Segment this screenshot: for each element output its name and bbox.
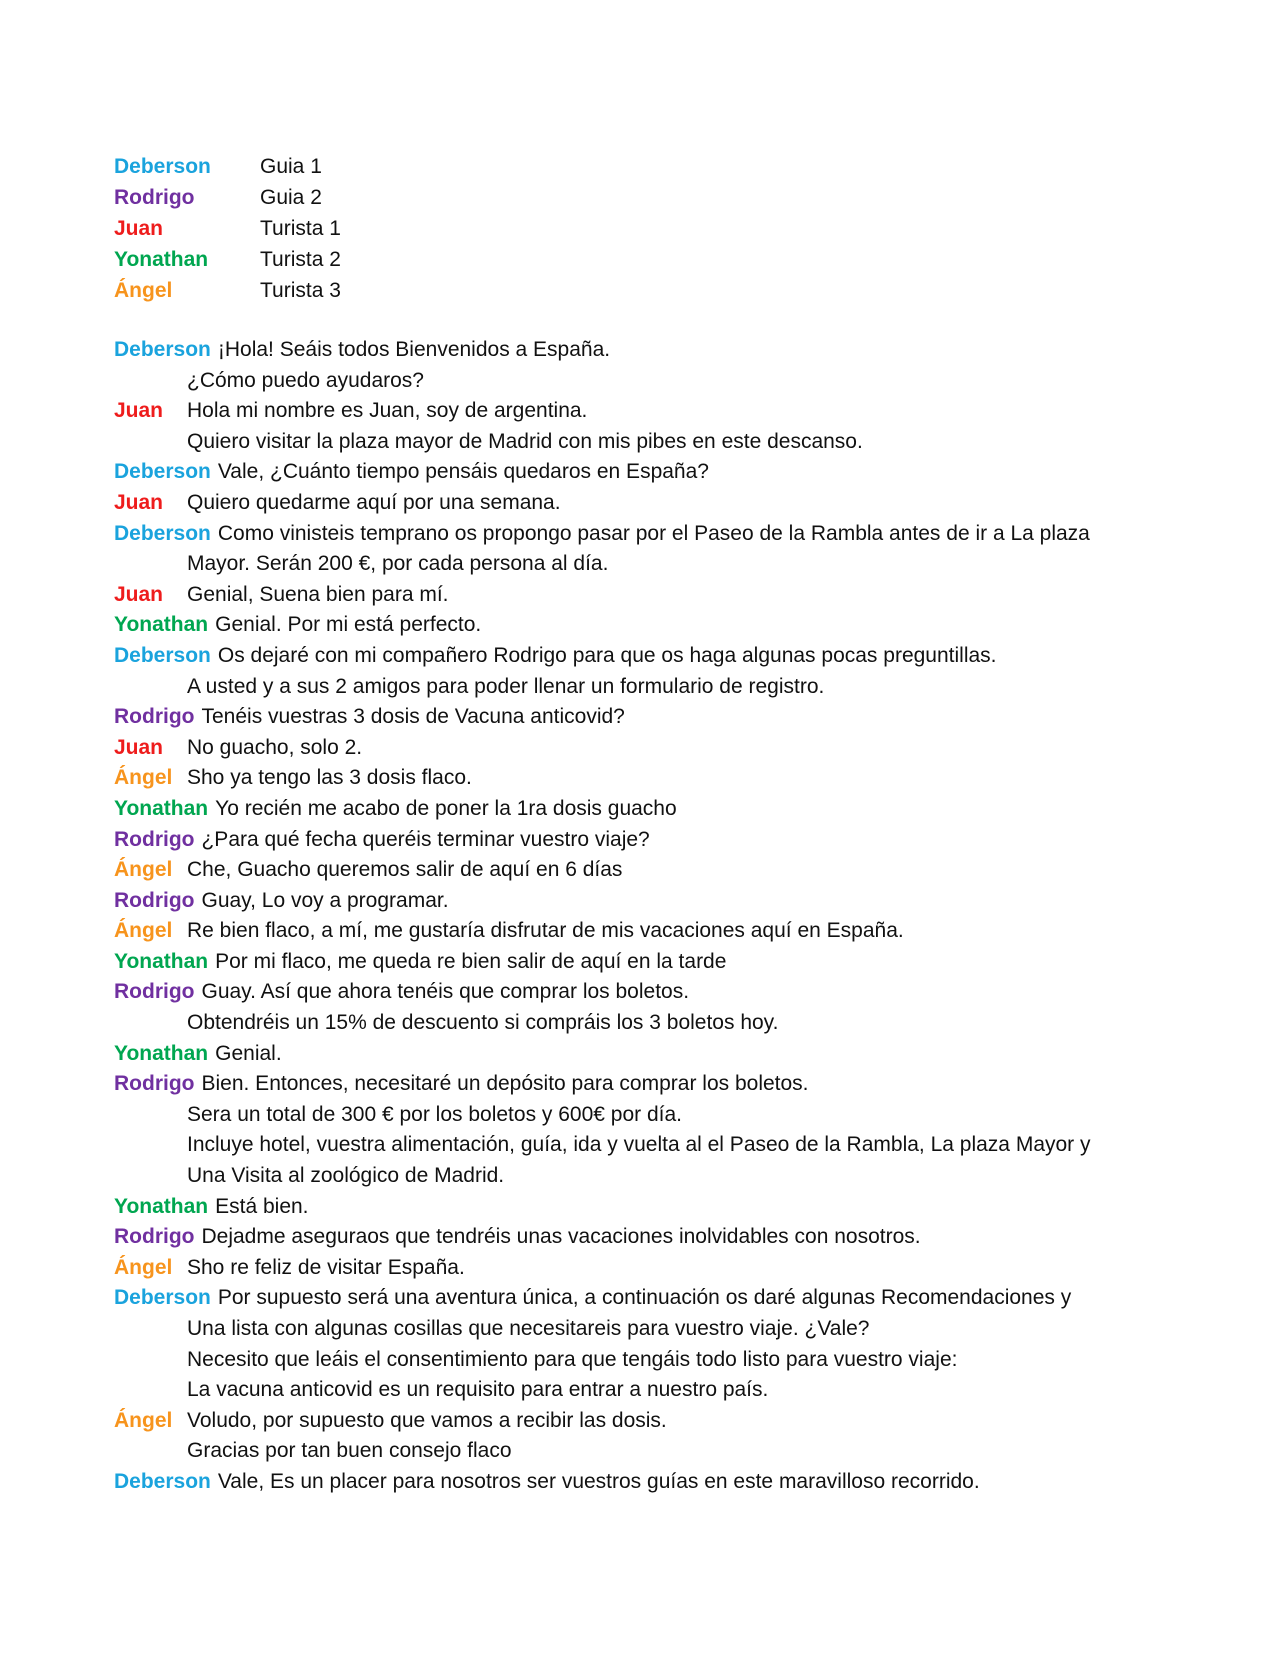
dialogue-line (114, 1283, 1174, 1314)
dialogue-line (114, 855, 1174, 886)
speaker-name: Yonathan (114, 796, 209, 820)
speaker-name: Deberson (114, 521, 211, 545)
dialogue-line (114, 488, 1174, 519)
utterance-text: La vacuna anticovid es un requisito para entrar a nuestro país. (187, 1378, 769, 1402)
utterance-text: Incluye hotel, vuestra alimentación, guía, ida y vuelta al el Paseo de la Rambla, La plaza Mayor y (187, 1133, 1091, 1157)
speaker-name: Yonathan (114, 613, 209, 637)
dialogue-line (114, 335, 1174, 366)
utterance-text: Gracias por tan buen consejo flaco (187, 1439, 512, 1463)
speaker-name: Deberson (114, 643, 211, 667)
dialogue-line (114, 1161, 1174, 1192)
speaker-name: Rodrigo (114, 705, 195, 729)
utterance-text: Sho ya tengo las 3 dosis flaco. (187, 766, 472, 790)
dialogue-line (114, 1008, 1174, 1039)
utterance-text: ¿Cómo puedo ayudaros? (187, 368, 424, 392)
dialogue (114, 335, 1174, 1498)
cast-row (114, 275, 341, 306)
cast-name: Deberson (114, 155, 211, 178)
dialogue-line (114, 1192, 1174, 1223)
speaker-name: Ángel (114, 766, 173, 790)
dialogue-line (114, 916, 1174, 947)
speaker-name: Juan (114, 490, 164, 514)
utterance-text: Dejadme aseguraos que tendréis unas vacaciones inolvidables con nosotros. (201, 1225, 921, 1249)
utterance-text: Por mi flaco, me queda re bien salir de aquí en la tarde (215, 949, 727, 973)
dialogue-line (114, 519, 1174, 550)
dialogue-line (114, 1314, 1174, 1345)
utterance-text: Che, Guacho queremos salir de aquí en 6 días (187, 858, 623, 882)
utterance-text: Hola mi nombre es Juan, soy de argentina. (187, 399, 588, 423)
utterance-text: Re bien flaco, a mí, me gustaría disfrutar de mis vacaciones aquí en España. (187, 919, 904, 943)
speaker-name: Deberson (114, 1286, 211, 1310)
cast-role: Turista 1 (260, 217, 341, 240)
dialogue-line (114, 580, 1174, 611)
utterance-text: Quiero visitar la plaza mayor de Madrid con mis pibes en este descanso. (187, 429, 863, 453)
speaker-name: Juan (114, 399, 164, 423)
dialogue-line (114, 763, 1174, 794)
cast-role: Turista 2 (260, 248, 341, 271)
utterance-text: Genial. (215, 1041, 282, 1065)
utterance-text: Genial, Suena bien para mí. (187, 582, 449, 606)
cast-role: Guia 2 (260, 186, 322, 209)
dialogue-line (114, 549, 1174, 580)
dialogue-line (114, 825, 1174, 856)
utterance-text: Quiero quedarme aquí por una semana. (187, 490, 561, 514)
cast-name: Yonathan (114, 248, 209, 271)
utterance-text: Una lista con algunas cosillas que necesitareis para vuestro viaje. ¿Vale? (187, 1317, 870, 1340)
utterance-text: Obtendréis un 15% de descuento si compráis los 3 boletos hoy. (187, 1011, 779, 1035)
utterance-text: Sera un total de 300 € por los boletos y 600€ por día. (187, 1102, 683, 1126)
speaker-name: Rodrigo (114, 888, 195, 912)
dialogue-line (114, 733, 1174, 764)
utterance-text: Como vinisteis temprano os propongo pasar por el Paseo de la Rambla antes de ir a La plaza (217, 521, 1090, 545)
dialogue-line (114, 1375, 1174, 1406)
speaker-name: Yonathan (114, 949, 209, 973)
speaker-name: Deberson (114, 1469, 211, 1493)
dialogue-line (114, 1130, 1174, 1161)
cast-row (114, 213, 341, 244)
speaker-name: Deberson (114, 460, 211, 484)
dialogue-line (114, 1467, 1174, 1498)
utterance-text: Bien. Entonces, necesitaré un depósito para comprar los boletos. (201, 1072, 809, 1096)
cast-row (114, 182, 341, 213)
cast-name: Rodrigo (114, 186, 195, 209)
dialogue-line (114, 977, 1174, 1008)
cast-role: Turista 3 (260, 279, 341, 302)
cast-name: Juan (114, 217, 164, 240)
dialogue-line (114, 794, 1174, 825)
dialogue-line (114, 1406, 1174, 1437)
utterance-text: Voludo, por supuesto que vamos a recibir las dosis. (187, 1408, 667, 1432)
dialogue-line (114, 457, 1174, 488)
utterance-text: Mayor. Serán 200 €, por cada persona al día. (187, 552, 609, 576)
utterance-text: Guay. Así que ahora tenéis que comprar los boletos. (201, 980, 690, 1004)
speaker-name: Rodrigo (114, 1225, 195, 1249)
utterance-text: A usted y a sus 2 amigos para poder llenar un formulario de registro. (187, 674, 825, 698)
dialogue-line (114, 610, 1174, 641)
dialogue-line (114, 886, 1174, 917)
dialogue-line (114, 1069, 1174, 1100)
utterance-text: Una Visita al zoológico de Madrid. (187, 1164, 505, 1188)
utterance-text: Guay, Lo voy a programar. (201, 888, 449, 912)
speaker-name: Ángel (114, 1255, 173, 1279)
dialogue-line (114, 702, 1174, 733)
utterance-text: ¡Hola! Seáis todos Bienvenidos a España. (217, 338, 611, 361)
dialogue-line (114, 1100, 1174, 1131)
speaker-name: Ángel (114, 858, 173, 882)
cast-list (114, 151, 341, 306)
dialogue-line (114, 427, 1174, 458)
speaker-name: Rodrigo (114, 1072, 195, 1096)
utterance-text: Está bien. (215, 1194, 309, 1218)
utterance-text: Vale, ¿Cuánto tiempo pensáis quedaros en España? (217, 460, 709, 484)
speaker-name: Yonathan (114, 1041, 209, 1065)
utterance-text: Vale, Es un placer para nosotros ser vuestros guías en este maravilloso recorrido. (217, 1469, 980, 1493)
speaker-name: Juan (114, 582, 164, 606)
speaker-name: Ángel (114, 1408, 173, 1432)
speaker-name: Deberson (114, 338, 211, 361)
utterance-text: Yo recién me acabo de poner la 1ra dosis guacho (215, 796, 677, 820)
dialogue-line (114, 1222, 1174, 1253)
speaker-name: Juan (114, 735, 164, 759)
utterance-text: Por supuesto será una aventura única, a continuación os daré algunas Recomendaciones y (217, 1286, 1072, 1310)
utterance-text: Necesito que leáis el consentimiento para que tengáis todo listo para vuestro viaje: (187, 1347, 958, 1371)
utterance-text: Tenéis vuestras 3 dosis de Vacuna anticovid? (201, 705, 625, 729)
dialogue-line (114, 396, 1174, 427)
cast-role: Guia 1 (260, 155, 322, 178)
dialogue-line (114, 1345, 1174, 1376)
utterance-text: ¿Para qué fecha queréis terminar vuestro viaje? (201, 827, 650, 851)
cast-row (114, 244, 341, 275)
dialogue-line (114, 366, 1174, 397)
cast-row (114, 151, 341, 182)
speaker-name: Rodrigo (114, 980, 195, 1004)
speaker-name: Yonathan (114, 1194, 209, 1218)
dialogue-line (114, 947, 1174, 978)
cast-name: Ángel (114, 279, 173, 302)
utterance-text: Sho re feliz de visitar España. (187, 1255, 465, 1279)
utterance-text: Os dejaré con mi compañero Rodrigo para que os haga algunas pocas preguntillas. (217, 643, 997, 667)
utterance-text: No guacho, solo 2. (187, 735, 363, 759)
speaker-name: Ángel (114, 919, 173, 943)
utterance-text: Genial. Por mi está perfecto. (215, 613, 482, 637)
speaker-name: Rodrigo (114, 827, 195, 851)
dialogue-line (114, 641, 1174, 672)
dialogue-line (114, 1039, 1174, 1070)
dialogue-line (114, 672, 1174, 703)
dialogue-line (114, 1253, 1174, 1284)
dialogue-line (114, 1436, 1174, 1467)
